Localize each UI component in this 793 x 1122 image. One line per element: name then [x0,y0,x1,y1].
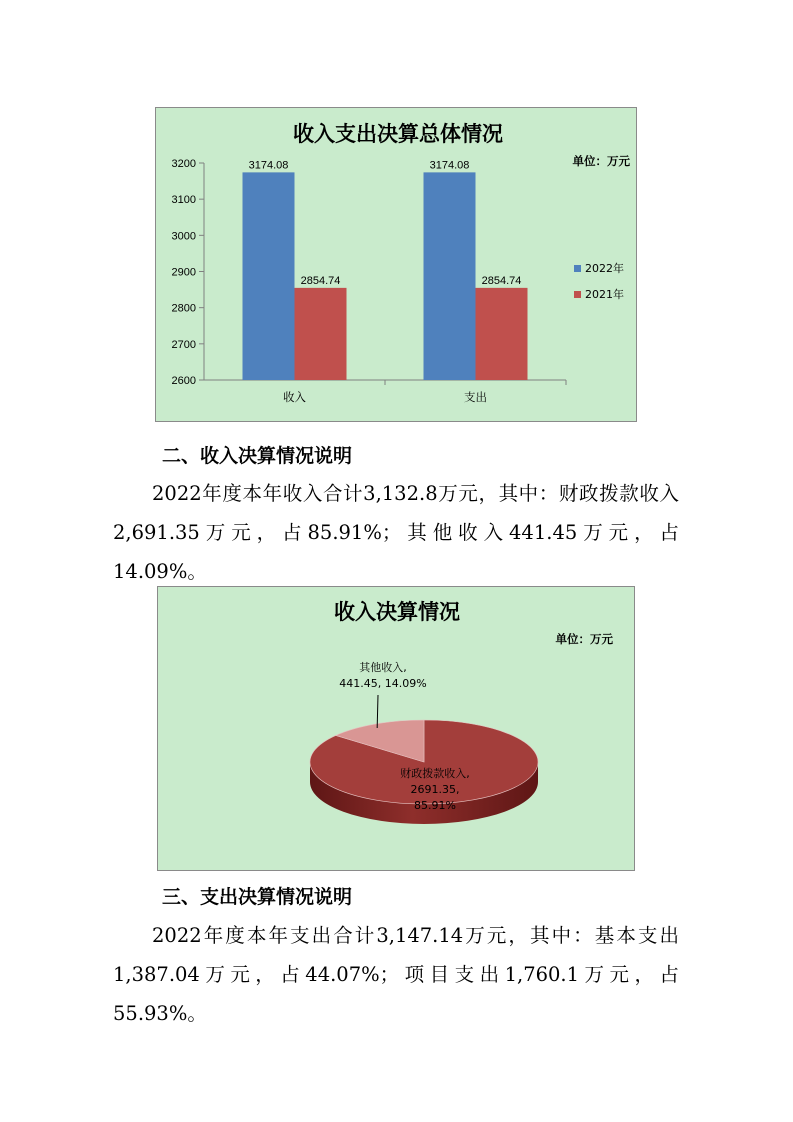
bar-2021 [476,288,528,380]
section2-heading: 二、收入决算情况说明 [162,445,353,467]
bar-chart-svg [156,108,638,423]
bar-2021 [295,288,347,380]
y-tick-label: 2800 [171,302,196,315]
category-label: 支出 [464,390,487,404]
bar-value-label: 3174.08 [248,159,289,172]
bar-2022 [424,172,476,380]
slice-label-other: 441.45, 14.09% [339,677,427,690]
bar-value-label: 3174.08 [429,159,470,172]
section3-heading: 三、支出决算情况说明 [162,886,353,908]
slice-label-fiscal: 2691.35, [410,783,460,796]
y-tick-label: 3100 [171,194,196,207]
pie-plot-area [310,660,538,824]
bar-value-label: 2854.74 [300,274,341,287]
slice-label-fiscal: 85.91% [414,799,456,812]
y-tick-label: 2900 [171,266,196,279]
slice-label-other: 其他收入, [359,661,407,674]
legend-label: 2022年 [585,262,624,275]
section2-paragraph: 2022年度本年收入合计3,132.8万元，其中：财政拨款收入2,691.35万元，占85.91%；其他收入441.45万元，占14.09%。 [113,482,679,583]
slice-label-fiscal: 财政拨款收入, [400,767,470,780]
y-tick-label: 2600 [171,375,196,387]
income-pie-chart [157,586,635,871]
legend-label: 2021年 [585,288,624,301]
pie-chart-svg [158,587,636,872]
y-tick-label: 2700 [171,338,196,351]
section3-paragraph: 2022年度本年支出合计3,147.14万元，其中：基本支出1,387.04万元，占44.07%；项目支出1,760.1万元，占55.93%。 [113,924,679,1025]
bar-value-label: 2854.74 [481,274,522,287]
legend-swatch [574,265,581,272]
y-tick-label: 3200 [171,158,196,170]
bar-2022 [243,172,295,380]
chart-title: 收入支出决算总体情况 [293,122,503,146]
y-tick-label: 3000 [171,230,196,243]
pie-chart-title: 收入决算情况 [334,600,460,624]
legend-swatch [574,291,581,298]
pie-unit-label: 单位：万元 [555,632,613,646]
overall-bar-chart [155,107,637,422]
category-label: 收入 [283,390,306,404]
bar-plot-area [172,158,624,404]
unit-label: 单位：万元 [572,154,630,168]
